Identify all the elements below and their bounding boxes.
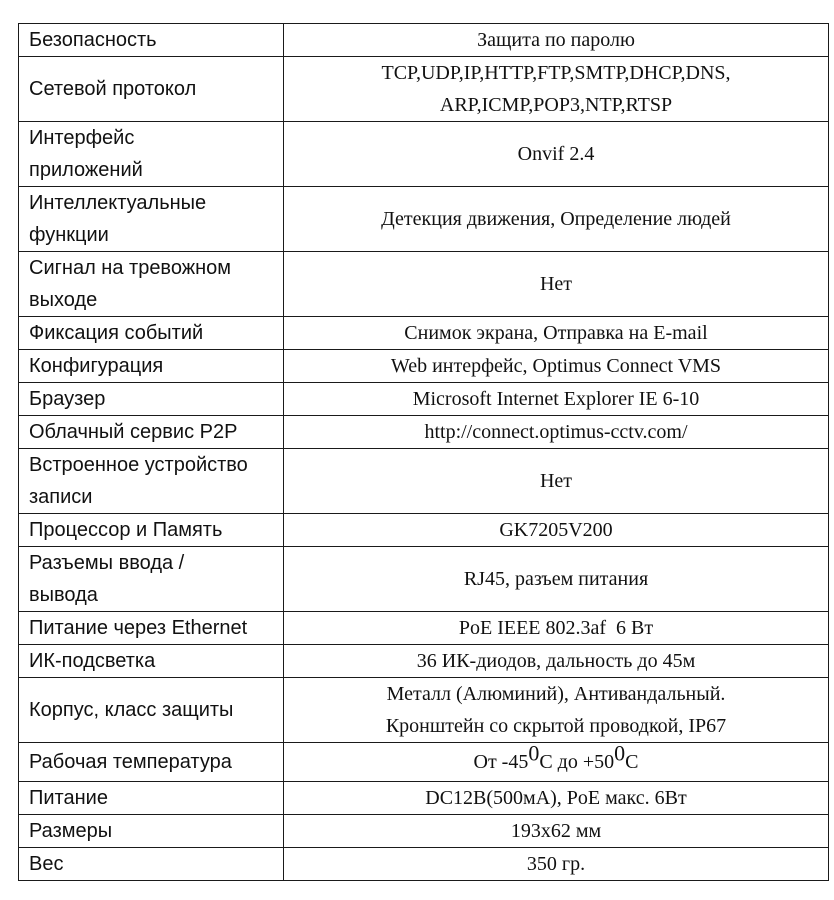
- temperature-text: От -45: [473, 751, 529, 773]
- temperature-text: С до +50: [539, 751, 615, 773]
- spec-value-line: ARP,ICMP,POP3,NTP,RTSP: [439, 94, 673, 116]
- spec-label-line: выходе: [29, 289, 98, 311]
- spec-label: Безопасность: [19, 24, 284, 57]
- table-row: [19, 848, 829, 881]
- spec-label: Размеры: [19, 815, 284, 848]
- degree-superscript: 0: [614, 740, 626, 766]
- spec-label: [19, 187, 284, 252]
- table-row: [19, 678, 829, 743]
- spec-label: [19, 449, 284, 514]
- table-row: [19, 815, 829, 848]
- spec-label-line: Интеллектуальные: [29, 192, 207, 214]
- table-row: [19, 645, 829, 678]
- table-row: [19, 350, 829, 383]
- table-row: [19, 782, 829, 815]
- spec-label: Сетевой протокол: [19, 57, 284, 122]
- spec-value: [284, 57, 829, 122]
- spec-label: Питание через Ethernet: [19, 612, 284, 645]
- spec-value: Onvif 2.4: [284, 122, 829, 187]
- spec-label: [19, 252, 284, 317]
- spec-value: DC12В(500мА), PoE макс. 6Вт: [284, 782, 829, 815]
- spec-value: http://connect.optimus-cctv.com/: [284, 416, 829, 449]
- spec-label-line: функции: [29, 224, 109, 246]
- spec-value-line: Металл (Алюминий), Антивандальный.: [386, 683, 726, 705]
- table-row: [19, 612, 829, 645]
- spec-value: [284, 678, 829, 743]
- spec-label: Питание: [19, 782, 284, 815]
- spec-value: Снимок экрана, Отправка на E-mail: [284, 317, 829, 350]
- spec-value: RJ45, разъем питания: [284, 547, 829, 612]
- spec-label: Вес: [19, 848, 284, 881]
- spec-label: Рабочая температура: [19, 743, 284, 782]
- spec-value: Нет: [284, 252, 829, 317]
- spec-label: Фиксация событий: [19, 317, 284, 350]
- spec-value: Защита по паролю: [284, 24, 829, 57]
- spec-label-line: Интерфейс: [29, 127, 135, 149]
- spec-value: Web интерфейс, Optimus Connect VMS: [284, 350, 829, 383]
- spec-value: GK7205V200: [284, 514, 829, 547]
- degree-superscript: 0: [528, 740, 540, 766]
- spec-label-line: Сигнал на тревожном: [29, 257, 232, 279]
- table-row: [19, 383, 829, 416]
- table-row: [19, 743, 829, 782]
- spec-label: [19, 122, 284, 187]
- spec-value: Нет: [284, 449, 829, 514]
- spec-value: 193х62 мм: [284, 815, 829, 848]
- table-row: [19, 416, 829, 449]
- spec-label-line: вывода: [29, 584, 98, 606]
- spec-label: [19, 547, 284, 612]
- spec-label: Процессор и Память: [19, 514, 284, 547]
- table-row: [19, 122, 829, 187]
- spec-label: Облачный сервис P2P: [19, 416, 284, 449]
- specifications-table: [18, 23, 829, 881]
- table-row: [19, 547, 829, 612]
- spec-label: Браузер: [19, 383, 284, 416]
- temperature-text: С: [625, 751, 639, 773]
- spec-label-line: записи: [29, 486, 93, 508]
- table-row: [19, 57, 829, 122]
- spec-value: 350 гр.: [284, 848, 829, 881]
- spec-label-line: Встроенное устройство: [29, 454, 248, 476]
- spec-label: Корпус, класс защиты: [19, 678, 284, 743]
- spec-value: Microsoft Internet Explorer IE 6-10: [284, 383, 829, 416]
- spec-label-line: приложений: [29, 159, 143, 181]
- spec-value: Детекция движения, Определение людей: [284, 187, 829, 252]
- table-row: [19, 449, 829, 514]
- table-row: [19, 514, 829, 547]
- spec-label: Конфигурация: [19, 350, 284, 383]
- spec-label-line: Разъемы ввода /: [29, 552, 185, 574]
- table-row: [19, 317, 829, 350]
- table-row: [19, 187, 829, 252]
- spec-label: ИК-подсветка: [19, 645, 284, 678]
- spec-value: 36 ИК-диодов, дальность до 45м: [284, 645, 829, 678]
- spec-value: [284, 740, 829, 782]
- spec-value-line: Кронштейн со скрытой проводкой, IP67: [385, 715, 727, 737]
- table-row: [19, 252, 829, 317]
- spec-value: PoE IEEE 802.3af 6 Вт: [284, 612, 829, 645]
- table-row: [19, 24, 829, 57]
- spec-value-line: TCP,UDP,IP,HTTP,FTP,SMTP,DHCP,DNS,: [381, 62, 731, 84]
